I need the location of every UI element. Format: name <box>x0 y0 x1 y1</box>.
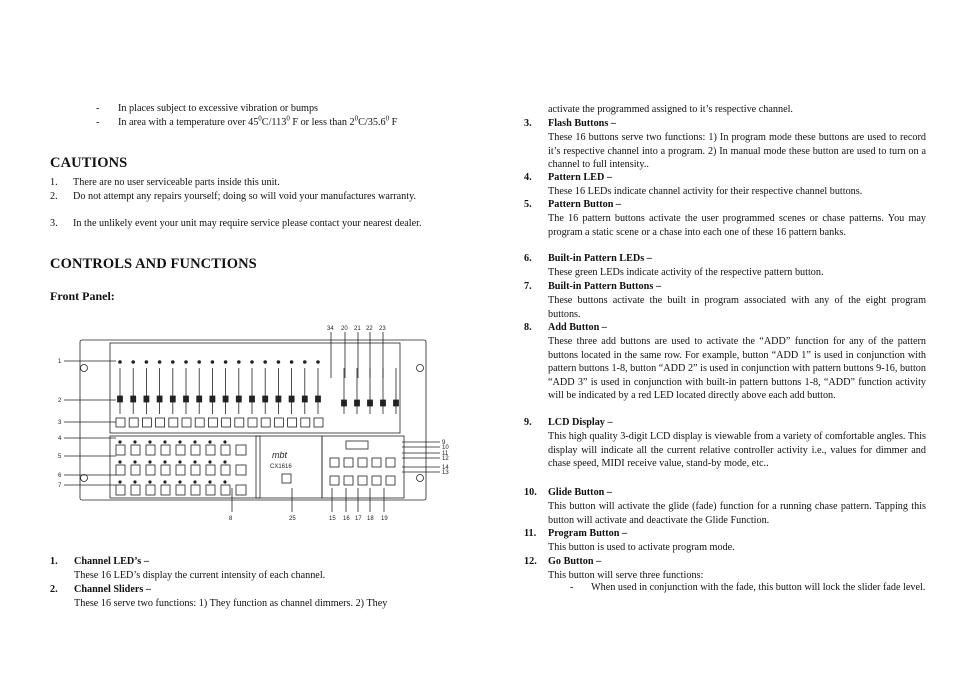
pattern-led <box>224 441 226 443</box>
pattern-led <box>164 481 166 483</box>
pattern-led <box>164 441 166 443</box>
continued-line: activate the programmed assigned to it’s respective channel. <box>548 104 793 115</box>
slider-knob <box>118 396 123 402</box>
flash-button <box>274 418 283 427</box>
slider-knob <box>316 396 321 402</box>
callout-label: 18 <box>367 516 374 522</box>
pattern-button <box>191 465 200 475</box>
slider-knob <box>276 396 281 402</box>
control-button <box>386 476 395 485</box>
pattern-button <box>116 485 125 495</box>
slider-knob <box>210 396 215 402</box>
control-button <box>372 476 381 485</box>
pattern-button <box>131 465 140 475</box>
bullet-text: In places subject to excessive vibration or bumps <box>118 103 319 114</box>
flash-button <box>182 418 191 427</box>
slider-knob <box>289 396 294 402</box>
pattern-button <box>161 485 170 495</box>
callout-label: 15 <box>329 516 336 522</box>
pattern-led <box>179 461 181 463</box>
callout-label: 34 <box>327 326 334 332</box>
pattern-button <box>176 465 185 475</box>
pattern-led <box>194 461 196 463</box>
flash-button <box>314 418 323 427</box>
channel-led <box>303 361 306 364</box>
channel-led <box>290 361 293 364</box>
brand-logo: mbt <box>272 450 288 460</box>
flash-button <box>261 418 270 427</box>
pattern-button <box>206 445 215 455</box>
add-button <box>236 445 246 455</box>
slider-knob <box>197 396 202 402</box>
slider-knob <box>157 396 162 402</box>
pattern-led <box>134 441 136 443</box>
pattern-led <box>134 461 136 463</box>
channel-led <box>317 361 320 364</box>
pattern-led <box>179 441 181 443</box>
pattern-button <box>146 445 155 455</box>
pattern-button <box>206 465 215 475</box>
channel-led <box>198 361 201 364</box>
mount-hole-icon <box>81 365 88 372</box>
control-button <box>358 458 367 467</box>
callout-label: 19 <box>381 516 388 522</box>
model-label: CX1616 <box>270 464 292 470</box>
channel-led <box>119 361 122 364</box>
pattern-button <box>176 445 185 455</box>
pattern-button <box>116 465 125 475</box>
flash-button <box>248 418 257 427</box>
callout-label: 10 <box>442 445 449 451</box>
pattern-led <box>149 481 151 483</box>
pattern-led <box>224 461 226 463</box>
pattern-button <box>191 485 200 495</box>
master-slider-knob <box>381 400 386 406</box>
callout-label: 23 <box>379 326 386 332</box>
flash-button <box>142 418 151 427</box>
pattern-led <box>119 461 121 463</box>
callout-label: 2 <box>58 398 62 404</box>
flash-button <box>129 418 138 427</box>
callout-label: 7 <box>58 483 62 489</box>
pattern-button <box>161 465 170 475</box>
callout-label: 11 <box>442 451 449 457</box>
slider-knob <box>236 396 241 402</box>
slider-knob <box>302 396 307 402</box>
pattern-led <box>209 481 211 483</box>
pattern-led <box>119 441 121 443</box>
pattern-button <box>146 485 155 495</box>
slider-knob <box>131 396 136 402</box>
pattern-button <box>221 445 230 455</box>
callout-label: 16 <box>343 516 350 522</box>
slider-knob <box>170 396 175 402</box>
channel-led <box>264 361 267 364</box>
slider-knob <box>223 396 228 402</box>
pattern-led <box>194 441 196 443</box>
callout-label: 21 <box>354 326 361 332</box>
callout-label: 6 <box>58 473 62 479</box>
mount-hole-icon <box>81 475 88 482</box>
pattern-led <box>194 481 196 483</box>
callout-label: 4 <box>58 436 62 442</box>
master-slider-knob <box>355 400 360 406</box>
channel-led <box>185 361 188 364</box>
pattern-led <box>149 461 151 463</box>
control-button <box>358 476 367 485</box>
pattern-button <box>146 465 155 475</box>
channel-led <box>224 361 227 364</box>
flash-button <box>195 418 204 427</box>
callout-label: 8 <box>229 516 233 522</box>
pattern-button <box>161 445 170 455</box>
flash-button <box>169 418 178 427</box>
flash-button <box>116 418 125 427</box>
bullet-dash: - <box>96 117 100 128</box>
mount-hole-icon <box>417 365 424 372</box>
control-button <box>330 458 339 467</box>
channel-led <box>132 361 135 364</box>
mount-hole-icon <box>417 475 424 482</box>
callout-label: 12 <box>442 456 449 462</box>
flash-button <box>156 418 165 427</box>
control-button <box>330 476 339 485</box>
control-button <box>344 476 353 485</box>
slider-knob <box>250 396 255 402</box>
pattern-led <box>149 441 151 443</box>
flash-button <box>222 418 231 427</box>
channel-led <box>211 361 214 364</box>
channel-led <box>145 361 148 364</box>
pattern-led <box>179 481 181 483</box>
master-slider-knob <box>342 400 347 406</box>
bullet-dash: - <box>96 103 100 114</box>
channel-led <box>158 361 161 364</box>
control-button <box>386 458 395 467</box>
cautions-heading: CAUTIONS <box>50 155 128 171</box>
pattern-led <box>134 481 136 483</box>
add-button <box>236 465 246 475</box>
flash-button <box>235 418 244 427</box>
pattern-button <box>176 485 185 495</box>
pattern-led <box>209 461 211 463</box>
slider-section <box>110 343 400 433</box>
master-slider-knob <box>368 400 373 406</box>
pattern-led <box>164 461 166 463</box>
callout-label: 17 <box>355 516 362 522</box>
pattern-button <box>131 485 140 495</box>
channel-led <box>277 361 280 364</box>
callout-label: 13 <box>442 470 449 476</box>
callout-label: 20 <box>341 326 348 332</box>
callout-label: 9 <box>442 440 446 446</box>
bullet-text-temperature: In area with a temperature over $45^0C/113^0$ F or less than $2^0C/35.6^0$ F <box>118 114 398 128</box>
lcd-display <box>346 441 368 449</box>
callout-label: 14 <box>442 465 449 471</box>
master-slider-knob <box>394 400 399 406</box>
add-button <box>236 485 246 495</box>
channel-led <box>171 361 174 364</box>
flash-button <box>288 418 297 427</box>
control-button <box>344 458 353 467</box>
control-button <box>372 458 381 467</box>
slider-knob <box>184 396 189 402</box>
flash-button <box>208 418 217 427</box>
pattern-led <box>119 481 121 483</box>
callout-label: 1 <box>58 359 62 365</box>
channel-led <box>237 361 240 364</box>
front-panel-heading: Front Panel: <box>50 289 115 303</box>
pattern-button <box>221 485 230 495</box>
pattern-button <box>116 445 125 455</box>
channel-led <box>251 361 254 364</box>
callout-label: 25 <box>289 516 296 522</box>
pattern-button <box>191 445 200 455</box>
midi-button <box>282 474 291 483</box>
callout-label: 22 <box>366 326 373 332</box>
pattern-led <box>224 481 226 483</box>
front-panel-diagram <box>50 318 452 528</box>
callout-label: 5 <box>58 454 62 460</box>
callout-label: 3 <box>58 420 62 426</box>
pattern-button <box>206 485 215 495</box>
controls-heading: CONTROLS AND FUNCTIONS <box>50 256 257 272</box>
pattern-button <box>131 445 140 455</box>
slider-knob <box>144 396 149 402</box>
pattern-button <box>221 465 230 475</box>
flash-button <box>301 418 310 427</box>
slider-knob <box>263 396 268 402</box>
pattern-led <box>209 441 211 443</box>
